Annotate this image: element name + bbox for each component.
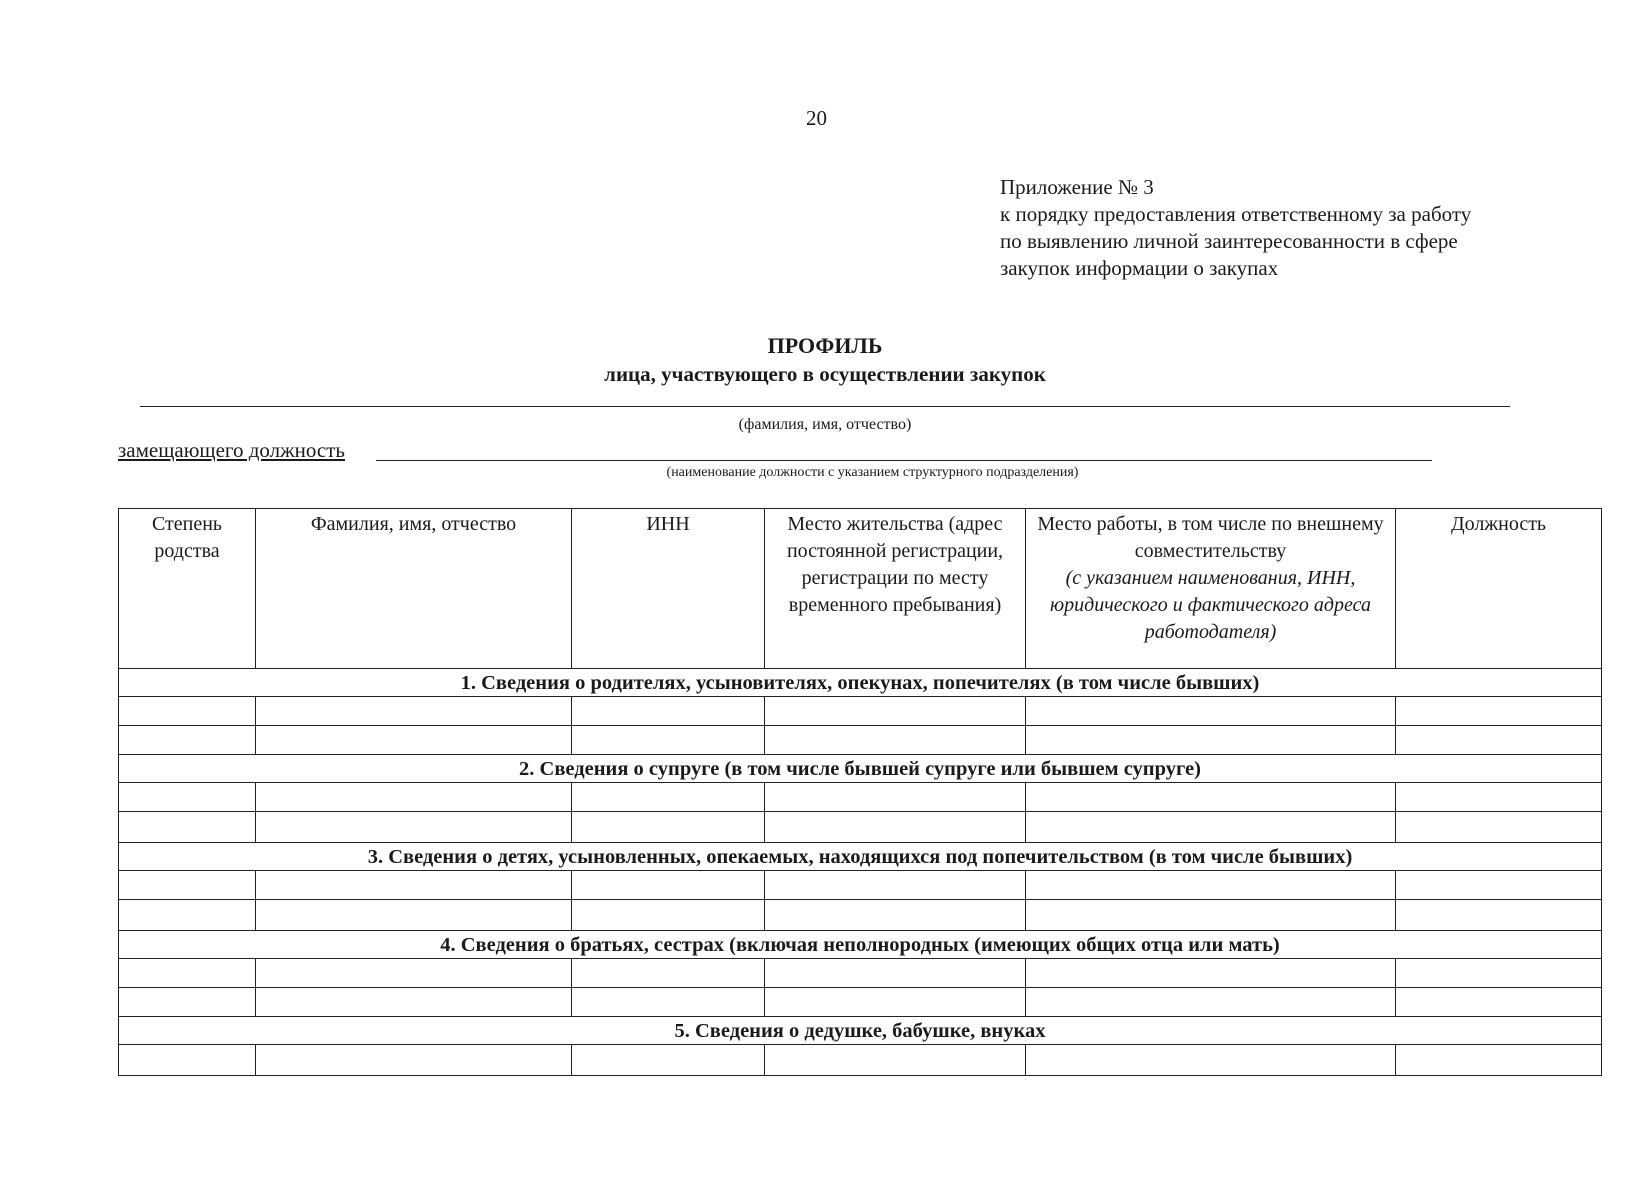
table-cell[interactable]: [256, 726, 572, 755]
table-header-row: [119, 509, 1602, 669]
header-fio: Фамилия, имя, отчество: [256, 509, 572, 669]
table-cell[interactable]: [256, 697, 572, 726]
table-cell[interactable]: [765, 1045, 1026, 1076]
section-title: 3. Сведения о детях, усыновленных, опекаемых, находящихся под попечительством (в том числе бывших): [119, 843, 1602, 871]
fio-caption: (фамилия, имя, отчество): [738, 416, 912, 433]
table-cell[interactable]: [119, 900, 256, 931]
table-cell[interactable]: [119, 1045, 256, 1076]
table-cell[interactable]: [1396, 697, 1602, 726]
table-cell[interactable]: [119, 812, 256, 843]
table-row: [119, 871, 1602, 900]
table-cell[interactable]: [765, 959, 1026, 988]
position-caption: (наименование должности с указанием структурного подразделения): [666, 465, 1079, 480]
table-cell[interactable]: [256, 988, 572, 1017]
page-number: 20: [806, 106, 827, 130]
table-cell[interactable]: [1026, 1045, 1396, 1076]
table-cell[interactable]: [572, 1045, 765, 1076]
table-cell[interactable]: [119, 697, 256, 726]
table-cell[interactable]: [572, 959, 765, 988]
section-row: [119, 843, 1602, 871]
header-position: Должность: [1396, 509, 1602, 669]
table-cell[interactable]: [1396, 1045, 1602, 1076]
table-cell[interactable]: [572, 726, 765, 755]
table-cell[interactable]: [765, 783, 1026, 812]
section-row: [119, 669, 1602, 697]
table-row: [119, 697, 1602, 726]
position-label: замещающего должность: [118, 438, 345, 462]
table-cell[interactable]: [256, 812, 572, 843]
table-cell[interactable]: [1396, 783, 1602, 812]
table-cell[interactable]: [572, 783, 765, 812]
section-row: [119, 931, 1602, 959]
section-title: 5. Сведения о дедушке, бабушке, внуках: [119, 1017, 1602, 1045]
document-title: ПРОФИЛЬ: [767, 333, 883, 358]
table-cell[interactable]: [572, 812, 765, 843]
header-inn: ИНН: [572, 509, 765, 669]
header-workplace: [1026, 509, 1396, 669]
table-cell[interactable]: [765, 697, 1026, 726]
section-row: [119, 1017, 1602, 1045]
table-row: [119, 988, 1602, 1017]
table-row: [119, 1045, 1602, 1076]
section-title: 2. Сведения о супруге (в том числе бывшей супруге или бывшем супруге): [119, 755, 1602, 783]
table-cell[interactable]: [1026, 959, 1396, 988]
table-row: [119, 783, 1602, 812]
table-cell[interactable]: [1026, 783, 1396, 812]
table-cell[interactable]: [119, 783, 256, 812]
table-cell[interactable]: [119, 988, 256, 1017]
table-cell[interactable]: [765, 900, 1026, 931]
table-cell[interactable]: [1026, 726, 1396, 755]
table-cell[interactable]: [119, 959, 256, 988]
table-cell[interactable]: [256, 783, 572, 812]
header-workplace-label: Место работы, в том числе по внешнему совместительству: [1037, 513, 1384, 562]
appendix-note: [1000, 174, 1560, 282]
table-cell[interactable]: [256, 900, 572, 931]
table-cell[interactable]: [1026, 900, 1396, 931]
table-cell[interactable]: [1396, 988, 1602, 1017]
header-workplace-note: (с указанием наименования, ИНН, юридического и фактического адреса работодателя): [1050, 567, 1371, 643]
table-cell[interactable]: [1026, 871, 1396, 900]
table-cell[interactable]: [119, 871, 256, 900]
table-cell[interactable]: [765, 988, 1026, 1017]
table-cell[interactable]: [119, 726, 256, 755]
position-input-line[interactable]: [376, 460, 1432, 461]
profile-table: [118, 508, 1602, 1076]
table-cell[interactable]: [1396, 900, 1602, 931]
table-cell[interactable]: [1396, 812, 1602, 843]
table-cell[interactable]: [572, 697, 765, 726]
document-subtitle: лица, участвующего в осуществлении закупок: [604, 362, 1046, 386]
table-cell[interactable]: [765, 726, 1026, 755]
table-cell[interactable]: [1026, 697, 1396, 726]
table-cell[interactable]: [1396, 871, 1602, 900]
appendix-line: по выявлению личной заинтересованности в сфере: [1000, 229, 1458, 253]
table-cell[interactable]: [765, 812, 1026, 843]
table-row: [119, 900, 1602, 931]
appendix-line: к порядку предоставления ответственному за работу: [1000, 202, 1472, 226]
table-row: [119, 726, 1602, 755]
table-cell[interactable]: [1396, 959, 1602, 988]
table-cell[interactable]: [256, 1045, 572, 1076]
section-title: 4. Сведения о братьях, сестрах (включая неполнородных (имеющих общих отца или мать): [119, 931, 1602, 959]
header-relation: Степень родства: [119, 509, 256, 669]
fio-input-line[interactable]: [140, 406, 1510, 407]
header-residence: Место жительства (адрес постоянной регистрации, регистрации по месту временного пребывания): [765, 509, 1026, 669]
section-title: 1. Сведения о родителях, усыновителях, опекунах, попечителях (в том числе бывших): [119, 669, 1602, 697]
table-cell[interactable]: [572, 900, 765, 931]
table-cell[interactable]: [256, 959, 572, 988]
table-cell[interactable]: [256, 871, 572, 900]
table-cell[interactable]: [765, 871, 1026, 900]
table-cell[interactable]: [572, 871, 765, 900]
table-cell[interactable]: [1026, 988, 1396, 1017]
section-row: [119, 755, 1602, 783]
appendix-line: Приложение № 3: [1000, 175, 1154, 199]
table-cell[interactable]: [572, 988, 765, 1017]
table-cell[interactable]: [1026, 812, 1396, 843]
appendix-line: закупок информации о закупах: [1000, 256, 1279, 280]
table-row: [119, 812, 1602, 843]
table-row: [119, 959, 1602, 988]
table-cell[interactable]: [1396, 726, 1602, 755]
